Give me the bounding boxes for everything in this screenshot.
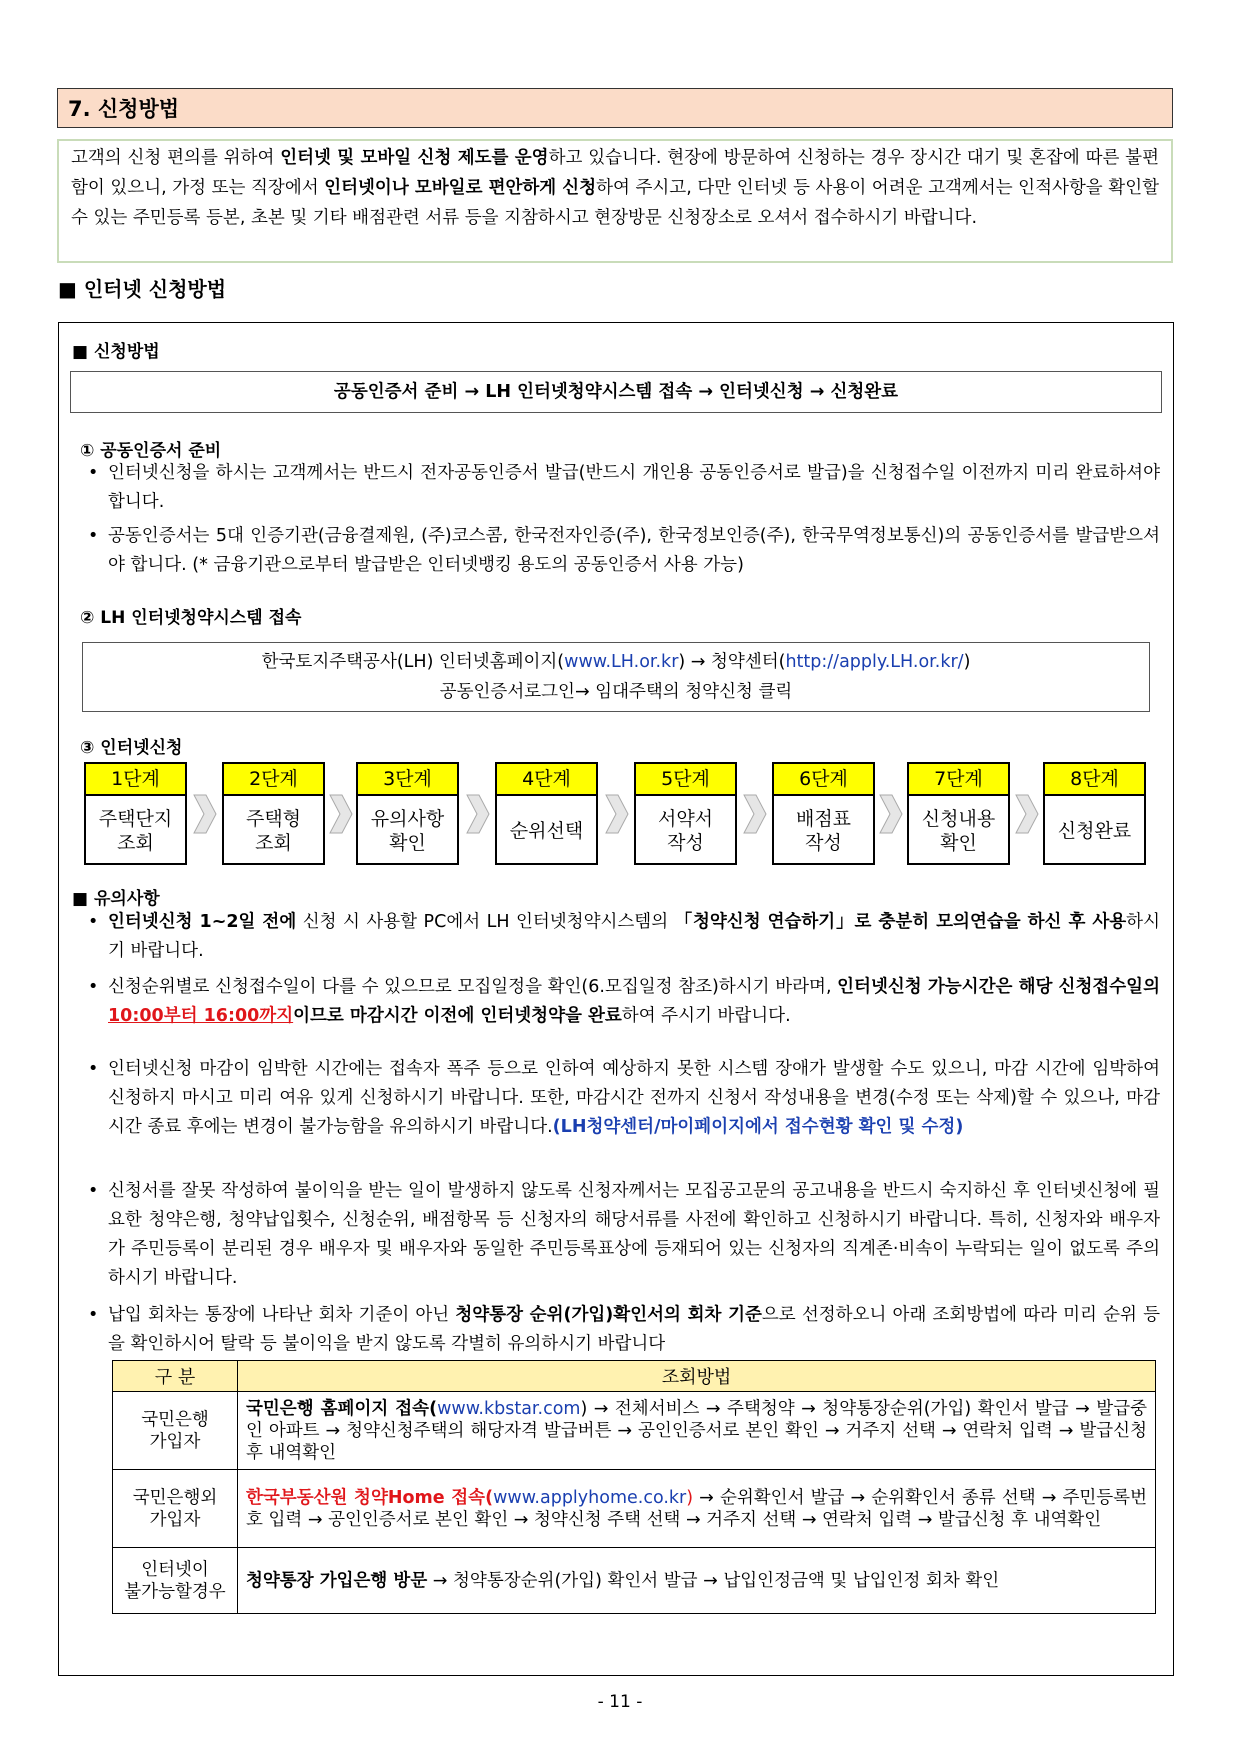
chevron-right-icon	[192, 793, 218, 835]
list-item: • 인터넷신청 마감이 임박한 시간에는 접속자 폭주 등으로 인하여 예상하지 못한 시스템 장애가 발생할 수도 있으니, 마감 시간에 임박하여 신청하지 마시고 미리 여유 있게 신청하시기 바랍니다. 또한, 마감시간 전까지 신청서 작성내용을 변경(수정 또는 삭제)할 수 있으나, 마감 시간 종료 후에는 변경이 불가능함을 유의하시기 바랍니다.(LH청약센터/마이페이지에서 접수현황 확인 및 수정)	[88, 1059, 1160, 1137]
intro-text: 하여 주시고, 다만 인터넷 등 사용이 어려운 고객께서는 인적사항을 확인할 수 있는 주민등록 등본, 초본 및 기타 배점관련 서류 등을 지참하시고 현장방문 신청장소로 오셔서 접수하시기 바랍니다.	[71, 178, 1160, 228]
step-box-8	[1043, 762, 1146, 865]
step-box-1	[84, 762, 187, 865]
list-item: • 신청순위별로 신청접수일이 다를 수 있으므로 모집일정을 확인(6.모집일정 참조)하시기 바라며, 인터넷신청 가능시간은 해당 신청접수일의 10:00부터 16:00까지이므로 마감시간 이전에 인터넷청약을 완료하여 주시기 바랍니다.	[88, 977, 1160, 1026]
step-header: 2단계	[224, 764, 323, 796]
page-number: - 11 -	[597, 1692, 643, 1712]
step-box-3	[356, 762, 459, 865]
system-access-box	[82, 642, 1150, 712]
chevron-right-icon	[604, 793, 630, 835]
chevron-right-icon	[465, 793, 491, 835]
table-row	[113, 1548, 1156, 1614]
lh-homepage-link[interactable]: www.LH.or.kr	[564, 652, 679, 672]
access-text: ) → 청약센터(	[678, 652, 786, 672]
step-header: 7단계	[909, 764, 1008, 796]
chevron-right-icon	[1014, 793, 1040, 835]
section-title: 7. 신청방법	[57, 88, 1173, 128]
access-text: )	[963, 652, 971, 672]
list-item: • 신청서를 잘못 작성하여 불이익을 받는 일이 발생하지 않도록 신청자께서는 모집공고문의 공고내용을 반드시 숙지하신 후 인터넷신청에 필요한 청약은행, 청약납입횟수, 신청순위, 배점항목 등 신청자의 해당서류를 사전에 확인하고 신청하시기 바랍니다. 특히, 신청자와 배우자가 주민등록이 분리된 경우 배우자 및 배우자와 동일한 주민등록표상에 등재되어 있는 신청자의 직계존·비속이 누락되는 일이 없도록 주의하시기 바랍니다.	[88, 1181, 1160, 1288]
access-text: 한국토지주택공사(LH) 인터넷홈페이지(	[261, 652, 565, 672]
step-header: 4단계	[497, 764, 596, 796]
lookup-table	[112, 1360, 1156, 1614]
access-text-line2: 공동인증서로그인→ 임대주택의 청약신청 클릭	[439, 682, 793, 702]
applyhome-link[interactable]: www.applyhome.co.kr	[493, 1487, 687, 1508]
table-cell-label: 인터넷이 불가능할경우	[113, 1548, 238, 1614]
method-heading: ■ 신청방법	[72, 342, 160, 362]
step-body: 신청완료	[1057, 819, 1132, 842]
table-cell: 청약통장 가입은행 방문 → 청약통장순위(가입) 확인서 발급 → 납입인정금액 및 납입인정 회차 확인	[238, 1548, 1156, 1614]
chevron-right-icon	[878, 793, 904, 835]
list-item: • 납입 회차는 통장에 나타난 회차 기준이 아닌 청약통장 순위(가입)확인서의 회차 기준으로 선정하오니 아래 조회방법에 따라 미리 순위 등을 확인하시어 탈락 등 불이익을 받지 않도록 각별히 유의하시기 바랍니다	[88, 1305, 1160, 1354]
step3-title: ③ 인터넷신청	[80, 738, 183, 758]
step-box-7	[907, 762, 1010, 865]
step-body: 순위선택	[509, 819, 584, 842]
bullet-text: 공동인증서는 5대 인증기관(금융결제원, (주)코스콤, 한국전자인증(주), 한국정보인증(주), 한국무역정보통신)의 공동인증서를 발급받으셔야 합니다. (* 금융기관으로부터 발급받은 인터넷뱅킹 용도의 공동인증서 사용 가능)	[108, 526, 1160, 575]
table-header-row	[113, 1361, 1156, 1392]
step-box-4	[495, 762, 598, 865]
step-body: 배점표 작성	[795, 807, 852, 854]
table-header: 조회방법	[238, 1361, 1156, 1392]
intro-text: 하고 있습니다. 현장에 방문하여 신청하는 경우 장시간 대기 및 혼잡에 따른 불편함이 있으니, 가정 또는 직장에서	[71, 148, 1159, 198]
chevron-right-icon	[328, 793, 354, 835]
step-body: 서약서 작성	[657, 807, 714, 854]
step-header: 8단계	[1045, 764, 1144, 796]
chevron-right-icon	[742, 793, 768, 835]
list-item: • 인터넷신청을 하시는 고객께서는 반드시 전자공동인증서 발급(반드시 개인용 공동인증서로 발급)을 신청접수일 이전까지 미리 완료하셔야 합니다.	[88, 459, 1160, 519]
table-header: 구 분	[113, 1361, 238, 1392]
table-row	[113, 1392, 1156, 1470]
step-body: 유의사항 확인	[370, 807, 445, 854]
notes-heading: ■ 유의사항	[72, 889, 160, 909]
apply-center-link[interactable]: http://apply.LH.or.kr/	[785, 652, 964, 672]
step-box-2	[222, 762, 325, 865]
step-header: 3단계	[358, 764, 457, 796]
step2-title: ② LH 인터넷청약시스템 접속	[80, 608, 302, 628]
step-header: 1단계	[86, 764, 185, 796]
intro-bold: 인터넷 및 모바일 신청 제도를 운영	[280, 148, 549, 168]
intro-box	[57, 139, 1173, 263]
table-cell: 한국부동산원 청약Home 접속(www.applyhome.co.kr) → 순위확인서 발급 → 순위확인서 종류 선택 → 주민등록번호 입력 → 공인인증서로 본인 확인 → 청약신청 주택 선택 → 거주지 선택 → 연락처 입력 → 발급신청 후 내역확인	[238, 1470, 1156, 1548]
step-box-6	[772, 762, 875, 865]
list-item: • 공동인증서는 5대 인증기관(금융결제원, (주)코스콤, 한국전자인증(주), 한국정보인증(주), 한국무역정보통신)의 공동인증서를 발급받으셔야 합니다. (* 금융기관으로부터 발급받은 인터넷뱅킹 용도의 공동인증서 사용 가능)	[88, 522, 1160, 582]
step-header: 6단계	[774, 764, 873, 796]
table-cell: 국민은행 홈페이지 접속(www.kbstar.com) → 전체서비스 → 주택청약 → 청약통장순위(가입) 확인서 발급 → 발급중인 아파트 → 청약신청주택의 해당자격 발급버튼 → 공인인증서로 본인 확인 → 거주지 선택 → 연락처 입력 → 발급신청 후 내역확인	[238, 1392, 1156, 1470]
step-body: 신청내용 확인	[921, 807, 996, 854]
intro-bold: 인터넷이나 모바일로 편안하게 신청	[324, 178, 597, 198]
table-row	[113, 1470, 1156, 1548]
bullet-text: 인터넷신청을 하시는 고객께서는 반드시 전자공동인증서 발급(반드시 개인용 공동인증서로 발급)을 신청접수일 이전까지 미리 완료하셔야 합니다.	[108, 463, 1160, 512]
step-body: 주택단지 조회	[98, 807, 173, 854]
intro-text: 고객의 신청 편의를 위하여	[71, 148, 281, 168]
list-item: • 인터넷신청 1~2일 전에 신청 시 사용할 PC에서 LH 인터넷청약시스템의 「청약신청 연습하기」로 충분히 모의연습을 하신 후 사용하시기 바랍니다.	[88, 912, 1160, 961]
table-cell-label: 국민은행 가입자	[113, 1392, 238, 1470]
internet-heading: ■ 인터넷 신청방법	[58, 277, 227, 301]
step-box-5	[634, 762, 737, 865]
kbstar-link[interactable]: www.kbstar.com	[437, 1398, 581, 1419]
table-cell-label: 국민은행외 가입자	[113, 1470, 238, 1548]
step1-title: ① 공동인증서 준비	[80, 441, 222, 461]
step-body: 주택형 조회	[245, 807, 302, 854]
step-header: 5단계	[636, 764, 735, 796]
flow-summary: 공동인증서 준비 → LH 인터넷청약시스템 접속 → 인터넷신청 → 신청완료	[70, 371, 1162, 413]
